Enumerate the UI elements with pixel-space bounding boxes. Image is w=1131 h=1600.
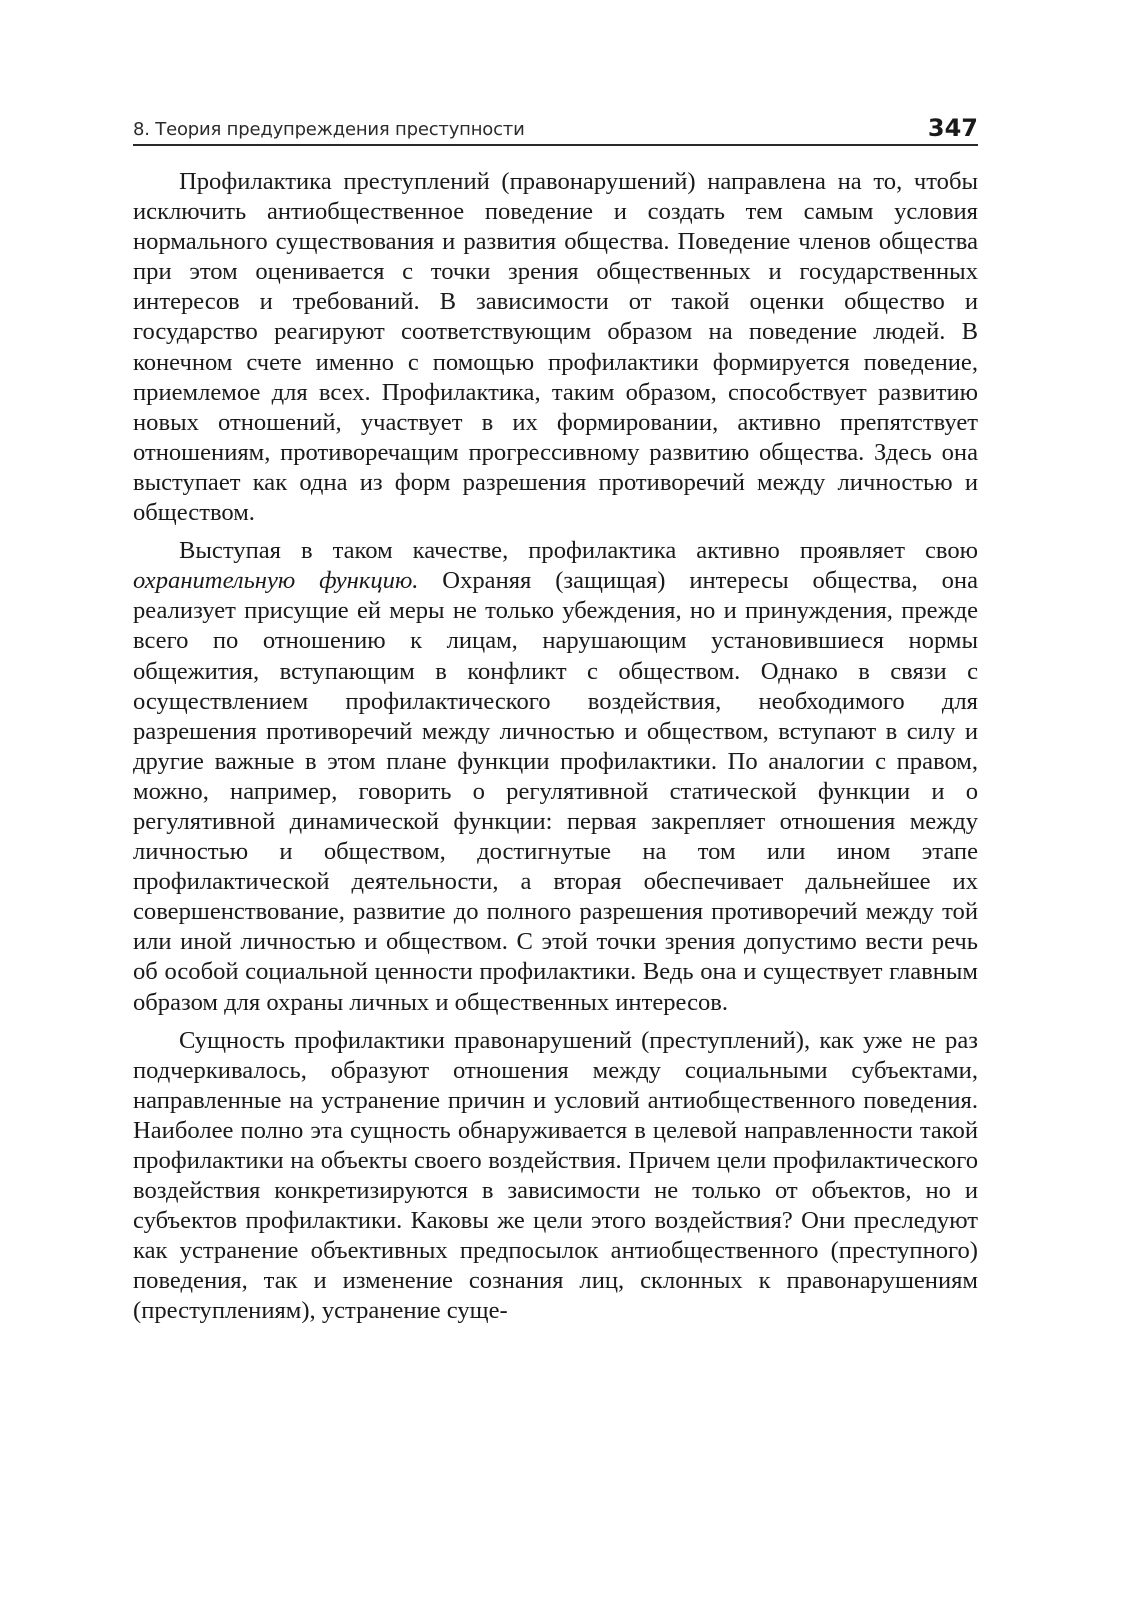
running-header — [133, 112, 978, 146]
body-text — [133, 167, 978, 1335]
paragraph-3: Сущность профилактики правонарушений (преступлений), как уже не раз подчеркивалось, образуют отношения между социальными субъектами, направленные на устранение причин и условий антиобщественного поведения. Наиболее полно эта сущность обнаруживается в целевой направленности такой профилактики на объекты своего воздействия. Причем цели профилактического воздействия конкретизируются в зависимости не только от объектов, но и субъектов профилактики. Каковы же цели этого воздействия? Они преследуют как устранение объективных предпосылок антиобщественного (преступного) поведения, так и изменение сознания лиц, склонных к правонарушениям (преступлениям), устранение суще- — [133, 1026, 978, 1325]
chapter-title: 8. Теория предупреждения преступности — [133, 119, 525, 140]
paragraph-2 — [133, 536, 978, 1018]
page-number: 347 — [927, 114, 978, 142]
paragraph-2-rest: Охраняя (защищая) интересы общества, она реализует присущие ей меры не только убеждения, но и принуждения, прежде всего по отношению к лицам, нарушающим установившиеся нормы общежития, вступающим в конфликт с обществом. Однако в связи с осуществлением профилактического воздействия, необходимого для разрешения противоречий между личностью и обществом, вступают в силу и другие важные в этом плане функции профилактики. По аналогии с правом, можно, например, говорить о регулятивной статической функции и о регулятивной динамической функции: первая закрепляет отношения между личностью и обществом, достигнутые на том или ином этапе профилактической деятельности, а вторая обеспечивает дальнейшее их совершенствование, развитие до полного разрешения противоречий между той или иной личностью и обществом. С этой точки зрения допустимо вести речь об особой социальной ценности профилактики. Ведь она и существует главным образом для охраны личных и общественных интересов. — [133, 567, 978, 1016]
paragraph-2-start: Выступая в таком качестве, профилактика активно проявляет свою — [179, 537, 978, 565]
emphasized-term: охранительную функцию. — [133, 567, 419, 595]
paragraph-1: Профилактика преступлений (правонарушений) направлена на то, чтобы исключить антиобщественное поведение и создать тем самым условия нормального существования и развития общества. Поведение членов общества при этом оценивается с точки зрения общественных и государственных интересов и требований. В зависимости от такой оценки общество и государство реагируют соответствующим образом на поведение людей. В конечном счете именно с помощью профилактики формируется поведение, приемлемое для всех. Профилактика, таким образом, способствует развитию новых отношений, участвует в их формировании, активно препятствует отношениям, противоречащим прогрессивному развитию общества. Здесь она выступает как одна из форм разрешения противоречий между личностью и обществом. — [133, 168, 978, 527]
